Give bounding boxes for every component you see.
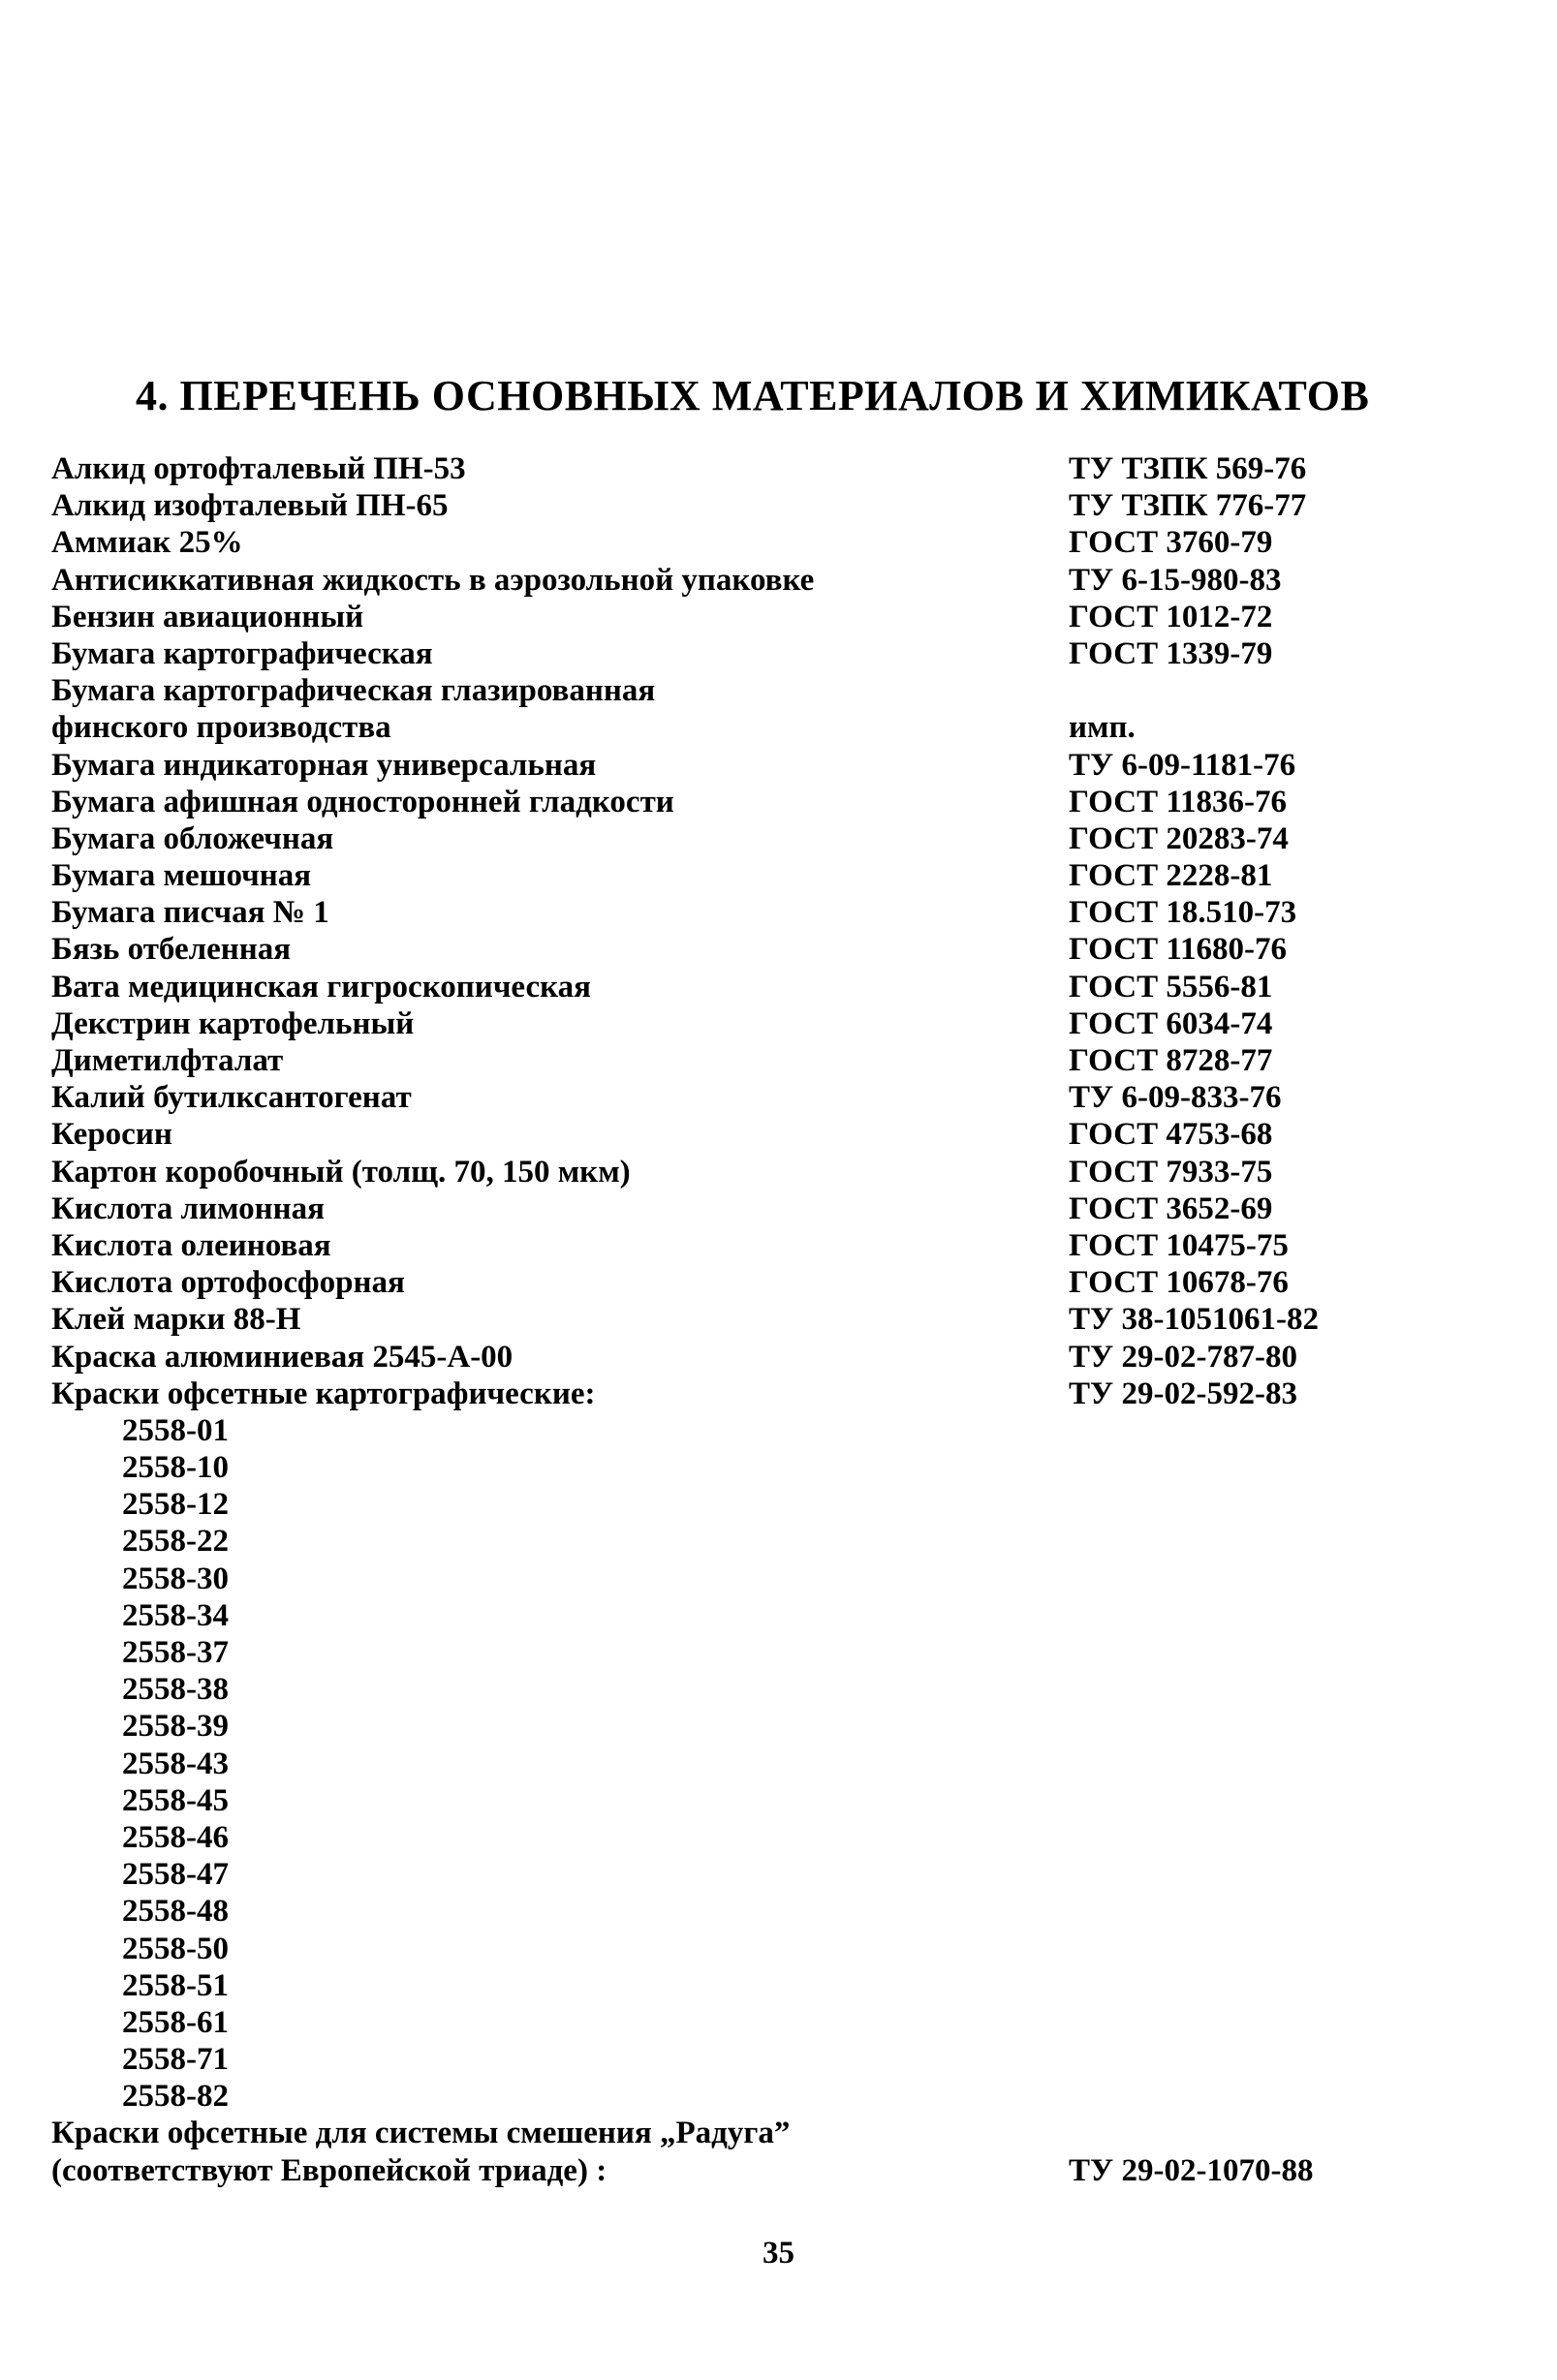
standard-code: ГОСТ 20283-74 <box>1069 820 1289 856</box>
list-item <box>51 1561 1408 1597</box>
list-item <box>51 1746 1408 1782</box>
material-name: Кислота олеиновая <box>51 1227 331 1263</box>
standard-code: ТУ 29-02-787-80 <box>1069 1339 1297 1375</box>
list-item <box>51 709 1408 746</box>
material-name: Алкид ортофталевый ПН-53 <box>51 451 466 486</box>
standard-code: ТУ ТЗПК 776-77 <box>1069 488 1307 524</box>
standard-code: ГОСТ 2228-81 <box>1069 858 1273 894</box>
material-name: 2558-12 <box>122 1487 229 1523</box>
standard-code: ГОСТ 3652-69 <box>1069 1190 1273 1226</box>
material-name: 2558-22 <box>122 1524 229 1560</box>
list-item <box>51 1449 1408 1486</box>
standard-code: ГОСТ 18.510-73 <box>1069 895 1297 931</box>
list-item <box>51 2004 1408 2041</box>
material-name: Картон коробочный (толщ. 70, 150 мкм) <box>51 1154 631 1190</box>
standard-code: ТУ 29-02-1070-88 <box>1069 2152 1314 2188</box>
standard-code: имп. <box>1069 710 1136 746</box>
list-item <box>51 672 1408 709</box>
list-item <box>51 1154 1408 1190</box>
list-item <box>51 1597 1408 1634</box>
list-item <box>51 2152 1408 2189</box>
list-item <box>51 1339 1408 1375</box>
material-name: Диметилфталат <box>51 1043 284 1078</box>
standard-code: ТУ 29-02-592-83 <box>1069 1375 1297 1411</box>
list-item <box>51 1412 1408 1449</box>
standard-code: ГОСТ 11836-76 <box>1069 784 1288 819</box>
list-item <box>51 969 1408 1005</box>
list-item <box>51 2041 1408 2078</box>
material-name: 2558-38 <box>122 1672 229 1708</box>
list-item <box>51 1931 1408 1967</box>
list-item <box>51 820 1408 857</box>
material-name: Калий бутилксантогенат <box>51 1080 412 1116</box>
page-number: 35 <box>763 2236 794 2271</box>
standard-code: ГОСТ 7933-75 <box>1069 1154 1273 1190</box>
materials-list <box>51 450 1408 2189</box>
list-item <box>51 1893 1408 1930</box>
standard-code: ТУ 6-15-980-83 <box>1069 562 1282 598</box>
material-name: Бумага писчая № 1 <box>51 895 329 931</box>
list-item <box>51 1819 1408 1856</box>
list-item <box>51 2115 1408 2151</box>
material-name: (соответствуют Европейской триаде) : <box>51 2152 607 2188</box>
standard-code: ТУ 6-09-833-76 <box>1069 1080 1282 1116</box>
standard-code: ГОСТ 10475-75 <box>1069 1227 1289 1263</box>
material-name: Краска алюминиевая 2545-А-00 <box>51 1339 514 1375</box>
list-item <box>51 1116 1408 1153</box>
material-name: 2558-50 <box>122 1931 229 1966</box>
material-name: Бензин авиационный <box>51 599 364 634</box>
material-name: Аммиак 25% <box>51 525 243 561</box>
standard-code: ГОСТ 5556-81 <box>1069 969 1273 1005</box>
standard-code: ГОСТ 11680-76 <box>1069 932 1288 968</box>
standard-code: ГОСТ 8728-77 <box>1069 1043 1273 1078</box>
list-item <box>51 524 1408 561</box>
standard-code: ТУ 38-1051061-82 <box>1069 1302 1319 1338</box>
list-item <box>51 1079 1408 1116</box>
material-name: 2558-01 <box>122 1412 229 1448</box>
material-name: 2558-71 <box>122 2042 229 2078</box>
material-name: 2558-82 <box>122 2079 229 2115</box>
material-name: 2558-61 <box>122 2004 229 2040</box>
list-item <box>51 747 1408 784</box>
list-item <box>51 894 1408 931</box>
material-name: Декстрин картофельный <box>51 1005 415 1041</box>
list-item <box>51 487 1408 524</box>
list-item <box>51 1708 1408 1745</box>
material-name: Бумага мешочная <box>51 858 312 894</box>
material-name: Бумага картографическая <box>51 635 433 671</box>
standard-code: ТУ 6-09-1181-76 <box>1069 747 1296 783</box>
list-item <box>51 635 1408 672</box>
list-item <box>51 450 1408 487</box>
material-name: Бязь отбеленная <box>51 932 292 968</box>
list-item <box>51 857 1408 894</box>
material-name: Краски офсетные для системы смешения „Радуга” <box>51 2116 791 2151</box>
material-name: Бумага обложечная <box>51 820 334 856</box>
list-item <box>51 2078 1408 2115</box>
list-item <box>51 931 1408 968</box>
list-item <box>51 1782 1408 1819</box>
material-name: 2558-51 <box>122 1967 229 2003</box>
standard-code: ГОСТ 4753-68 <box>1069 1117 1273 1153</box>
material-name: 2558-45 <box>122 1782 229 1818</box>
list-item <box>51 1856 1408 1893</box>
material-name: Бумага картографическая глазированная <box>51 673 656 709</box>
standard-code: ТУ ТЗПК 569-76 <box>1069 451 1307 486</box>
list-item <box>51 1375 1408 1412</box>
list-item <box>51 1486 1408 1523</box>
material-name: 2558-10 <box>122 1450 229 1486</box>
material-name: Кислота ортофосфорная <box>51 1265 405 1301</box>
list-item <box>51 784 1408 820</box>
material-name: Вата медицинская гигроскопическая <box>51 969 591 1005</box>
list-item <box>51 1042 1408 1079</box>
standard-code: ГОСТ 1012-72 <box>1069 599 1273 634</box>
material-name: Антисиккативная жидкость в аэрозольной упаковке <box>51 562 815 598</box>
material-name: 2558-34 <box>122 1597 229 1633</box>
list-item <box>51 1634 1408 1671</box>
standard-code: ГОСТ 6034-74 <box>1069 1005 1273 1041</box>
material-name: Алкид изофталевый ПН-65 <box>51 488 449 524</box>
material-name: Керосин <box>51 1117 172 1153</box>
list-item <box>51 1523 1408 1560</box>
material-name: 2558-39 <box>122 1709 229 1745</box>
list-item <box>51 1967 1408 2004</box>
section-title: 4. ПЕРЕЧЕНЬ ОСНОВНЫХ МАТЕРИАЛОВ И ХИМИКАТОВ <box>136 372 1370 419</box>
material-name: Бумага индикаторная универсальная <box>51 747 597 783</box>
list-item <box>51 599 1408 635</box>
standard-code: ГОСТ 1339-79 <box>1069 635 1273 671</box>
list-item <box>51 562 1408 599</box>
material-name: 2558-37 <box>122 1635 229 1670</box>
material-name: 2558-48 <box>122 1894 229 1930</box>
material-name: 2558-30 <box>122 1561 229 1596</box>
list-item <box>51 1264 1408 1301</box>
material-name: 2558-46 <box>122 1819 229 1855</box>
material-name: Клей марки 88-Н <box>51 1302 301 1338</box>
material-name: 2558-47 <box>122 1857 229 1893</box>
list-item <box>51 1190 1408 1227</box>
list-item <box>51 1301 1408 1338</box>
standard-code: ГОСТ 3760-79 <box>1069 525 1273 561</box>
list-item <box>51 1671 1408 1708</box>
material-name: финского производства <box>51 710 391 746</box>
material-name: Кислота лимонная <box>51 1190 325 1226</box>
material-name: Бумага афишная односторонней гладкости <box>51 784 674 819</box>
list-item <box>51 1227 1408 1264</box>
material-name: 2558-43 <box>122 1746 229 1781</box>
standard-code: ГОСТ 10678-76 <box>1069 1265 1289 1301</box>
material-name: Краски офсетные картографические: <box>51 1375 596 1411</box>
list-item <box>51 1005 1408 1042</box>
